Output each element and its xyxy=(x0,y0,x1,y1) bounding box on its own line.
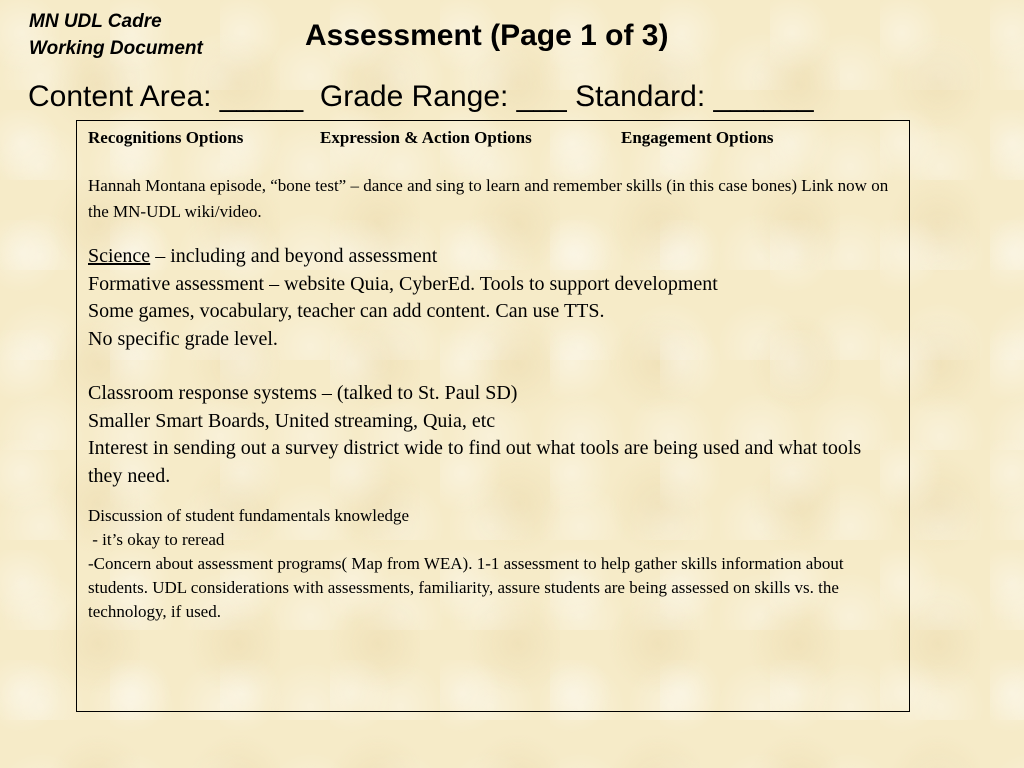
science-line: Some games, vocabulary, teacher can add content. Can use TTS. xyxy=(88,300,605,322)
page-title: Assessment (Page 1 of 3) xyxy=(305,19,669,52)
header-expression-action-options: Expression & Action Options xyxy=(320,128,532,147)
form-fields-line xyxy=(28,78,814,116)
cadre-line-2: Working Document xyxy=(29,38,203,59)
cadre-label xyxy=(29,8,203,62)
standard-field: Standard: ______ xyxy=(575,80,814,113)
content-area-field: Content Area: _____ xyxy=(28,80,304,113)
classroom-line: Interest in sending out a survey district wide to find out what tools are being used and what tools they need. xyxy=(88,437,862,487)
header-recognition-options: Recognitions Options xyxy=(88,128,244,147)
grade-range-field: Grade Range: ___ xyxy=(319,80,567,113)
column-headers xyxy=(88,127,899,149)
header-engagement-options: Engagement Options xyxy=(621,128,774,147)
notes-box xyxy=(76,120,910,712)
science-heading-rest: – including and beyond assessment xyxy=(150,245,438,267)
discussion-line: - it’s okay to reread xyxy=(88,530,225,549)
classroom-line: Smaller Smart Boards, United streaming, Quia, etc xyxy=(88,409,496,432)
discussion-line: -Concern about assessment programs( Map from WEA). 1-1 assessment to help gather skills information about students. UDL considerations with assessments, familiarity, assure students are being assessed on skills vs. the technology, if used. xyxy=(88,554,844,621)
cadre-line-1: MN UDL Cadre xyxy=(29,11,162,32)
classroom-line: Classroom response systems – (talked to St. Paul SD) xyxy=(88,382,518,404)
hannah-montana-note: Hannah Montana episode, “bone test” – dance and sing to learn and remember skills (in this case bones) Link now on the MN-UDL wiki/video. xyxy=(88,176,889,221)
discussion-line: Discussion of student fundamentals knowledge xyxy=(88,506,410,525)
science-heading xyxy=(88,243,899,271)
science-line: No specific grade level. xyxy=(88,327,278,350)
science-link[interactable]: Science xyxy=(88,245,151,267)
science-line: Formative assessment – website Quia, CyberEd. Tools to support development xyxy=(88,272,718,295)
